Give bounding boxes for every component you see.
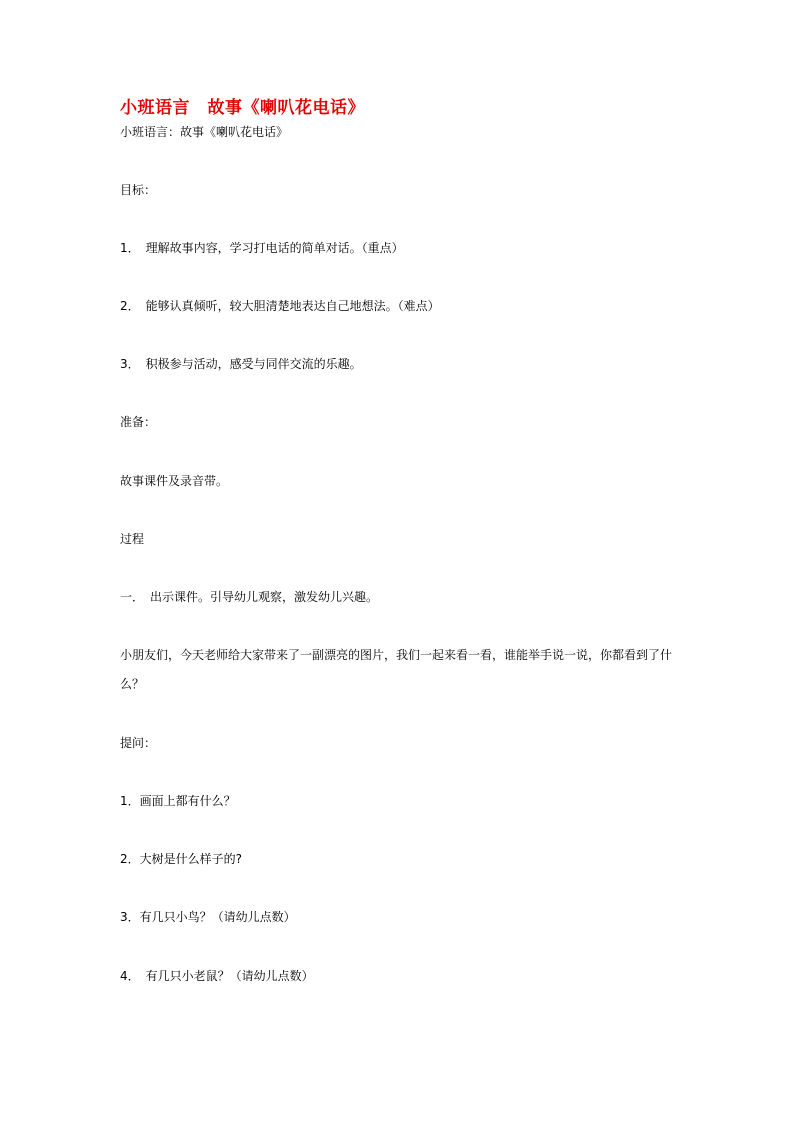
process-heading: 过程 bbox=[120, 532, 145, 546]
question-item-1: 1．画面上都有什么？ bbox=[120, 794, 236, 808]
questions-heading: 提问： bbox=[120, 736, 157, 750]
goals-heading: 目标： bbox=[120, 183, 157, 197]
question-item-2: 2．大树是什么样子的? bbox=[120, 852, 243, 866]
prep-text: 故事课件及录音带。 bbox=[120, 474, 229, 488]
goal-item-2: 2． 能够认真倾听，较大胆清楚地表达自己地想法。（难点） bbox=[120, 299, 440, 313]
document-title: 小班语言 故事《喇叭花电话》 bbox=[120, 98, 365, 118]
prep-heading: 准备： bbox=[120, 415, 157, 429]
question-item-4: 4． 有几只小老鼠？（请幼儿点数） bbox=[120, 969, 314, 983]
intro-paragraph: 小朋友们，今天老师给大家带来了一副漂亮的图片，我们一起来看一看，谁能举手说一说，你都看到了什么？ bbox=[120, 648, 673, 691]
question-item-3: 3．有几只小鸟？（请幼儿点数） bbox=[120, 910, 296, 924]
goal-item-3: 3． 积极参与活动，感受与同伴交流的乐趣。 bbox=[120, 357, 362, 371]
goal-item-1: 1． 理解故事内容，学习打电话的简单对话。（重点） bbox=[120, 241, 404, 255]
step-one: 一． 出示课件。引导幼儿观察，激发幼儿兴趣。 bbox=[120, 590, 379, 604]
document-subtitle: 小班语言：故事《喇叭花电话》 bbox=[120, 125, 289, 139]
